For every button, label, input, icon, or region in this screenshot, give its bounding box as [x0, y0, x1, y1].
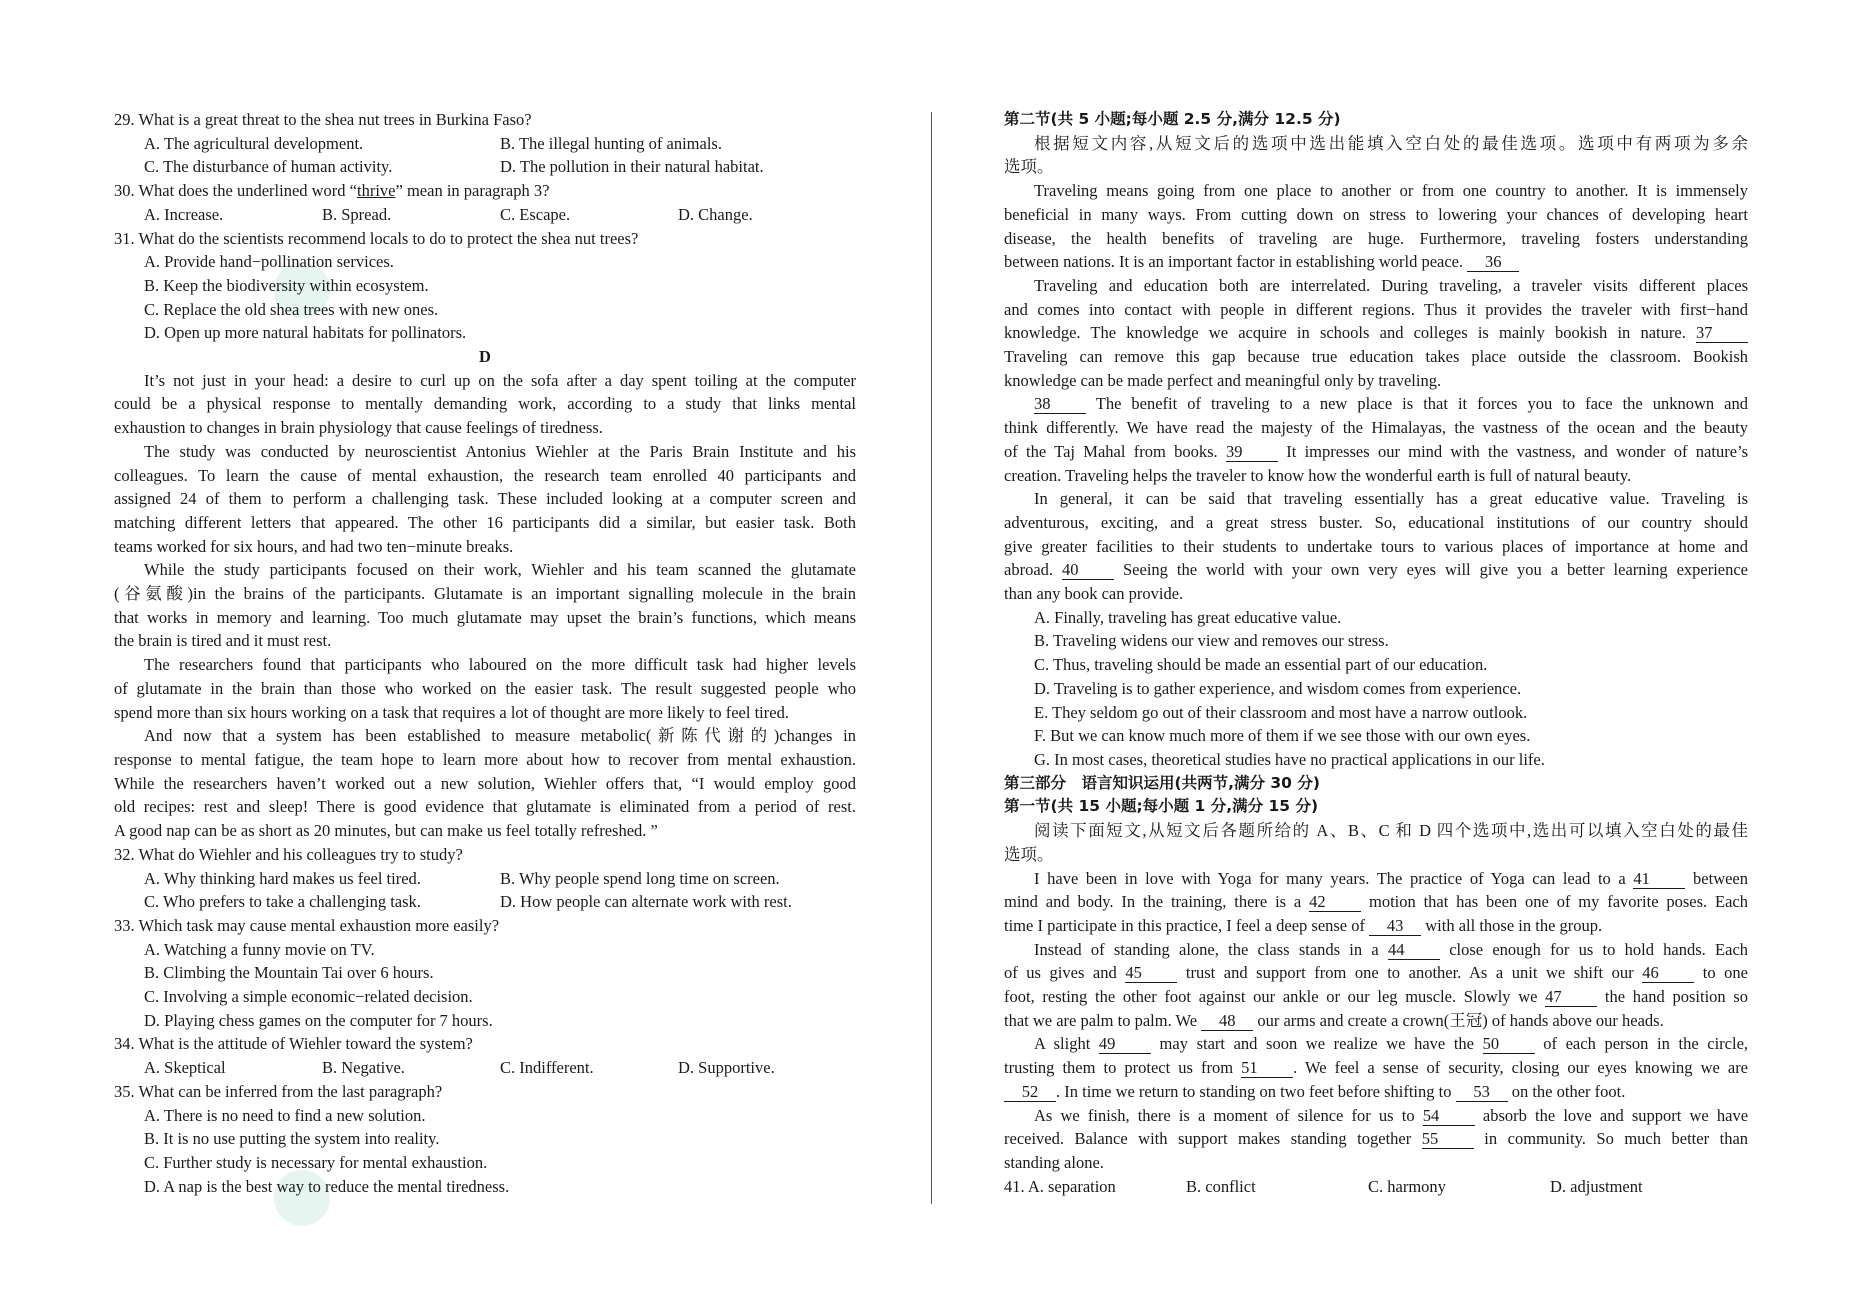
part-3-heading: 第三部分 语言知识运用(共两节,满分 30 分) — [1004, 773, 1320, 792]
blank-43: 43 — [1369, 917, 1421, 936]
blank-50: 50 — [1483, 1035, 1535, 1054]
option-a: A. Finally, traveling has great educative value. — [1034, 607, 1342, 627]
seven-choose-five-paragraph-2: Traveling and education both are interrelated. During traveling, a traveler visits different places and comes into contact with people in different regions. Thus it provides the traveler with first−hand knowledge. The knowledge we acquire in schools and colleges is mainly bookish in nature. 37 Traveling can remove this gap because true education takes place outside the classroom. Bookish knowledge can be made perfect and meaningful only by traveling. — [1004, 275, 1748, 390]
seven-choose-five-paragraph-1: Traveling means going from one place to another or from one country to another. It is immensely beneficial in many ways. From cutting down on stress to lowering your chances of developing heart disease, the health benefits of traveling are huge. Furthermore, traveling fosters understanding between nations. It is an important factor in establishing world peace. 36 — [1004, 181, 1748, 272]
section-1-heading: 第一节(共 15 小题;每小题 1 分,满分 15 分) — [1004, 797, 1319, 816]
passage-d-paragraph-4: The researchers found that participants who laboured on the more difficult task had higher levels of glutamate in the brain than those who worked on the easier task. The result suggested people who spend more than six hours working on a task that requires a lot of thought are more likely to feel tired. — [114, 655, 856, 722]
option-c: C. Replace the old shea trees with new ones. — [144, 299, 439, 319]
question-32-stem: 32. What do Wiehler and his colleagues try to study? — [114, 844, 463, 864]
option-a: A. Provide hand−pollination services. — [144, 252, 394, 272]
blank-49: 49 — [1099, 1035, 1151, 1054]
question-30-options — [114, 203, 856, 227]
blank-36: 36 — [1467, 253, 1519, 272]
option-b: B. conflict — [1186, 1176, 1256, 1196]
option-d: D. A nap is the best way to reduce the mental tiredness. — [144, 1176, 510, 1196]
blank-37: 37 — [1696, 324, 1748, 343]
option-a: A. There is no need to find a new solution. — [144, 1105, 426, 1125]
passage-d-paragraph-1: It’s not just in your head: a desire to curl up on the sofa after a day spent toiling at the computer could be a physical response to mentally demanding work, according to a study that links mental exhaustion to changes in brain physiology that cause feelings of tiredness. — [114, 370, 856, 438]
option-c: C. harmony — [1368, 1176, 1446, 1196]
option-f: F. But we can know much more of them if we see those with our own eyes. — [1034, 726, 1531, 746]
blank-41: 41 — [1633, 870, 1685, 889]
question-29-stem: 29. What is a great threat to the shea nut trees in Burkina Faso? — [114, 110, 532, 129]
option-c: C. Escape. — [500, 204, 571, 224]
option-d: D. Open up more natural habitats for pollinators. — [144, 323, 467, 343]
option-b: B. Climbing the Mountain Tai over 6 hours. — [144, 963, 434, 983]
option-c: C. The disturbance of human activity. — [144, 157, 393, 177]
left-column — [114, 108, 856, 1198]
option-b: B. Traveling widens our view and removes our stress. — [1034, 631, 1389, 651]
question-34-options — [114, 1056, 856, 1080]
question-32-options-row1 — [114, 867, 856, 891]
passage-d-title: D — [479, 347, 491, 367]
section-2-instructions: 根据短文内容,从短文后的选项中选出能填入空白处的最佳选项。选项中有两项为多余 选项。 — [1004, 133, 1748, 177]
blank-38: 38 — [1034, 395, 1086, 414]
option-a: A. Watching a funny movie on TV. — [144, 939, 375, 959]
option-a: A. Increase. — [144, 204, 224, 224]
option-c: C. Involving a simple economic−related decision. — [144, 987, 473, 1007]
question-29-options-row1 — [114, 132, 856, 156]
option-c: C. Indifferent. — [500, 1058, 594, 1078]
blank-47: 47 — [1545, 988, 1597, 1007]
option-d: D. adjustment — [1550, 1176, 1643, 1196]
option-d: D. Supportive. — [678, 1058, 775, 1078]
passage-d-paragraph-5: And now that a system has been established to measure metabolic(新陈代谢的)changes in response to mental fatigue, the team hope to learn more about how to recover from mental exhaustion. While the researchers haven’t worked out a new solution, Wiehler offers that, “I would employ good old recipes: rest and sleep! There is good evidence that glutamate is eliminated from a period of rest. A good nap can be as short as 20 minutes, but can make us feel totally refreshed. ” — [114, 726, 856, 841]
question-33-stem: 33. Which task may cause mental exhaustion more easily? — [114, 915, 500, 935]
option-e: E. They seldom go out of their classroom and most have a narrow outlook. — [1034, 702, 1528, 722]
blank-55: 55 — [1422, 1130, 1474, 1149]
blank-40: 40 — [1062, 561, 1114, 580]
question-41-options — [1004, 1175, 1748, 1199]
blank-45: 45 — [1125, 964, 1177, 983]
option-b: B. It is no use putting the system into reality. — [144, 1129, 440, 1149]
cloze-passage: I have been in love with Yoga for many years. The practice of Yoga can lead to a 41 between mind and body. In the training, there is a 42 motion that has been one of my favorite poses. Each time I participate in this practice, I feel a deep sense of 43 with all those in the group. Instead of standing alone, the class stands in a 44 close enough for us to hold hands. Each of us gives and 45 trust and support from one to another. As a unit we shift our 46 to one foot, resting the other foot against our ankle or our leg muscle. Slowly we 47 the hand position so that we are palm to palm. We 48 our arms and create a crown(王冠) of hands above our heads. A slight 49 may start and soon we realize we have the 50 of each person in the circle, trusting them to protect us from 51 . We feel a sense of security, closing our eyes knowing we are 52 . In time we return to standing on two feet before shifting to 53 on the other foot. As we finish, there is a moment of silence for us to 54 absorb the love and support we have received. Balance with support makes standing together 55 in community. So much better than standing alone. — [1004, 868, 1749, 1172]
question-35-stem: 35. What can be inferred from the last paragraph? — [114, 1081, 443, 1101]
blank-39: 39 — [1226, 443, 1278, 462]
underlined-word: thrive — [357, 181, 396, 201]
blank-52: 52 — [1004, 1083, 1056, 1102]
passage-d-paragraph-2: The study was conducted by neuroscientist Antonius Wiehler at the Paris Brain Institute and his colleagues. To learn the cause of mental exhaustion, the research team enrolled 40 participants and assigned 24 of them to perform a challenging task. These included looking at a computer screen and matching different letters that appeared. The other 16 participants did a similar, but easier task. Both teams worked for six hours, and had two ten−minute breaks. — [114, 441, 856, 556]
option-b: B. The illegal hunting of animals. — [500, 133, 722, 153]
option-b: B. Why people spend long time on screen. — [500, 868, 780, 888]
blank-48: 48 — [1201, 1012, 1253, 1031]
question-31-stem: 31. What do the scientists recommend locals to do to protect the shea nut trees? — [114, 228, 639, 248]
option-g: G. In most cases, theoretical studies have no practical applications in our life. — [1034, 749, 1545, 769]
option-d: D. How people can alternate work with rest. — [500, 892, 792, 912]
option-a: A. Why thinking hard makes us feel tired. — [144, 868, 421, 888]
option-c: C. Further study is necessary for mental exhaustion. — [144, 1152, 488, 1172]
blank-44: 44 — [1388, 941, 1440, 960]
column-divider — [931, 112, 932, 1204]
blank-46: 46 — [1642, 964, 1694, 983]
option-a: A. The agricultural development. — [144, 133, 364, 153]
blank-54: 54 — [1423, 1107, 1475, 1126]
option-a: A. Skeptical — [144, 1058, 226, 1078]
option-b: B. Spread. — [322, 204, 392, 224]
passage-d-paragraph-3: While the study participants focused on their work, Wiehler and his team scanned the glutamate (谷氨酸)in the brains of the participants. Glutamate is an important signalling molecule in the brain that works in memory and learning. Too much glutamate may upset the brain’s functions, which means the brain is tired and it must rest. — [114, 560, 856, 651]
option-c: C. Thus, traveling should be made an essential part of our education. — [1034, 655, 1488, 675]
right-column — [1004, 108, 1748, 1198]
option-d: D. Playing chess games on the computer for 7 hours. — [144, 1010, 493, 1030]
blank-42: 42 — [1309, 893, 1361, 912]
option-d: D. The pollution in their natural habitat. — [500, 157, 764, 177]
section-1-instructions: 阅读下面短文,从短文后各题所给的 A、B、C 和 D 四个选项中,选出可以填入空白处的最佳 选项。 — [1004, 821, 1748, 864]
seven-choose-five-paragraph-3: 38 The benefit of traveling to a new place is that it forces you to face the unknown and think differently. We have read the majesty of the Himalayas, the vastness of the ocean and the beauty of the Taj Mahal from books. 39 It impresses our mind with the vastness, and wonder of nature’s creation. Traveling helps the traveler to know how the wonderful earth is full of natural beauty. — [1004, 394, 1749, 485]
question-32-options-row2 — [114, 890, 856, 914]
option-c: C. Who prefers to take a challenging task. — [144, 892, 421, 912]
blank-51: 51 — [1241, 1059, 1293, 1078]
seven-choose-five-options — [1004, 606, 1748, 772]
option-b: B. Negative. — [322, 1058, 405, 1078]
option-b: B. Keep the biodiversity within ecosystem. — [144, 275, 429, 295]
question-30-stem: 30. What does the underlined word “thrive” mean in paragraph 3? — [114, 181, 550, 201]
question-29-options-row2 — [114, 155, 856, 179]
option-d: D. Traveling is to gather experience, and wisdom comes from experience. — [1034, 678, 1522, 698]
question-34-stem: 34. What is the attitude of Wiehler toward the system? — [114, 1034, 473, 1054]
section-2-heading: 第二节(共 5 小题;每小题 2.5 分,满分 12.5 分) — [1004, 110, 1341, 128]
option-a: 41. A. separation — [1004, 1176, 1116, 1196]
seven-choose-five-paragraph-4: In general, it can be said that traveling essentially has a great educative value. Traveling is adventurous, exciting, and a great stress buster. So, educational institutions of our country should give greater facilities to their students to undertake tours to various places of importance at home and abroad. 40 Seeing the world with your own very eyes will give you a better learning experience than any book can provide. — [1004, 489, 1749, 604]
option-d: D. Change. — [678, 204, 753, 224]
blank-53: 53 — [1456, 1083, 1508, 1102]
